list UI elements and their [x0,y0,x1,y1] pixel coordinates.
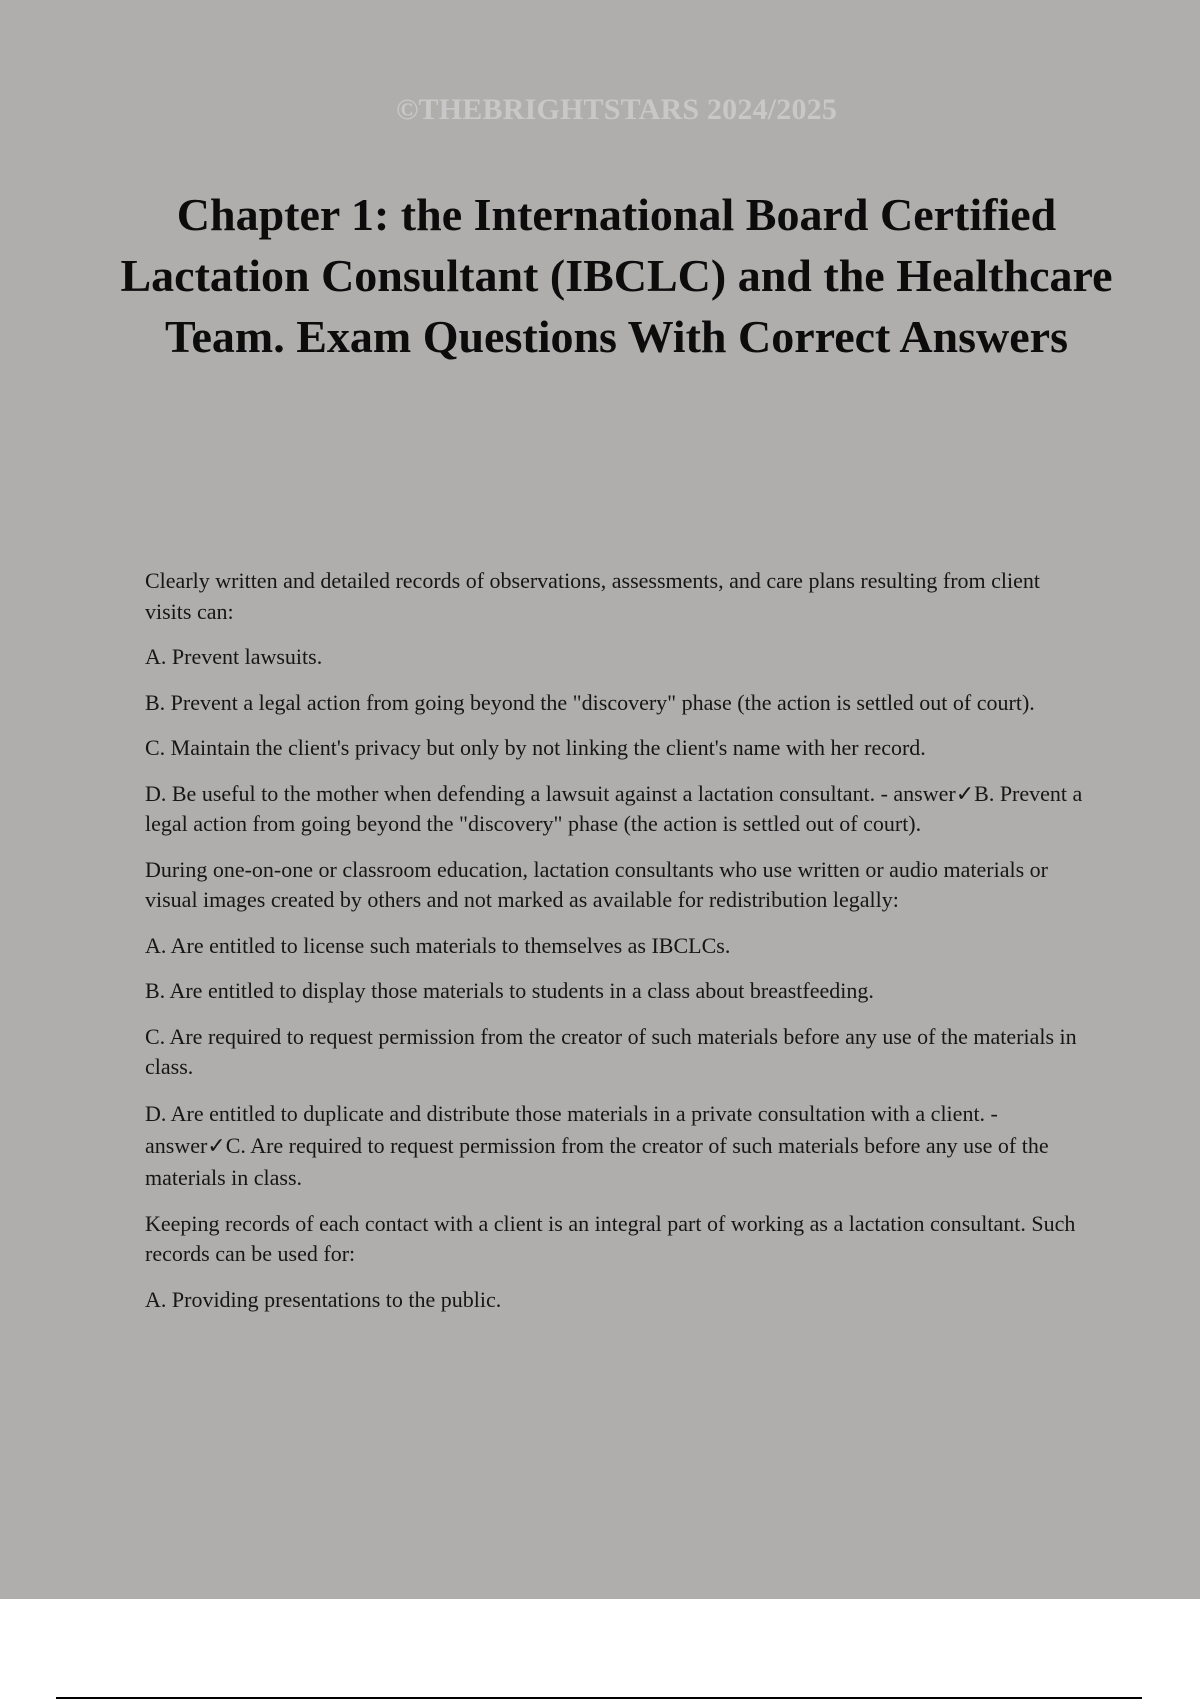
answer-option: A. Are entitled to license such materials to themselves as IBCLCs. [145,932,731,958]
question-paragraph: Keeping records of each contact with a client is an integral part of working as a lactation consultant. Such records can be used for: [145,1210,1076,1266]
question-paragraph: During one-on-one or classroom education, lactation consultants who use written or audio materials or visual images created by others and not marked as available for redistribution legally: [145,856,1048,912]
copyright-watermark: ©THEBRIGHTSTARS 2024/2025 [395,93,838,126]
answer-option: B. Are entitled to display those materials to students in a class about breastfeeding. [145,978,874,1003]
answer-option: C. Are required to request permission from the creator of such materials before any use of the materials in class. [145,1023,1077,1079]
question-paragraph: Clearly written and detailed records of observations, assessments, and care plans resulting from client visits can: [145,568,1041,624]
answer-option-with-correct-answer: D. Are entitled to duplicate and distribute those materials in a private consultation with a client. - answer✓C. Are required to request permission from the creator of such materials before any use of the materials in class. [145,1100,1049,1190]
answer-option: A. Prevent lawsuits. [145,644,323,669]
answer-option: B. Prevent a legal action from going beyond the "discovery" phase (the action is settled out of court). [145,689,1035,715]
chapter-title: Chapter 1: the International Board Certified Lactation Consultant (IBCLC) and the Healthcare Team. Exam Questions With Correct Answers [120,189,1113,362]
question-content [145,566,1090,1330]
answer-option: A. Providing presentations to the public. [145,1286,502,1312]
answer-option: C. Maintain the client's privacy but only by not linking the client's name with her record. [145,735,926,760]
answer-option-with-correct-answer: D. Be useful to the mother when defending a lawsuit against a lactation consultant. - answer✓B. Prevent a legal action from going beyond the "discovery" phase (the action is settled out of court). [145,780,1083,836]
page-divider-line [56,1697,1142,1699]
